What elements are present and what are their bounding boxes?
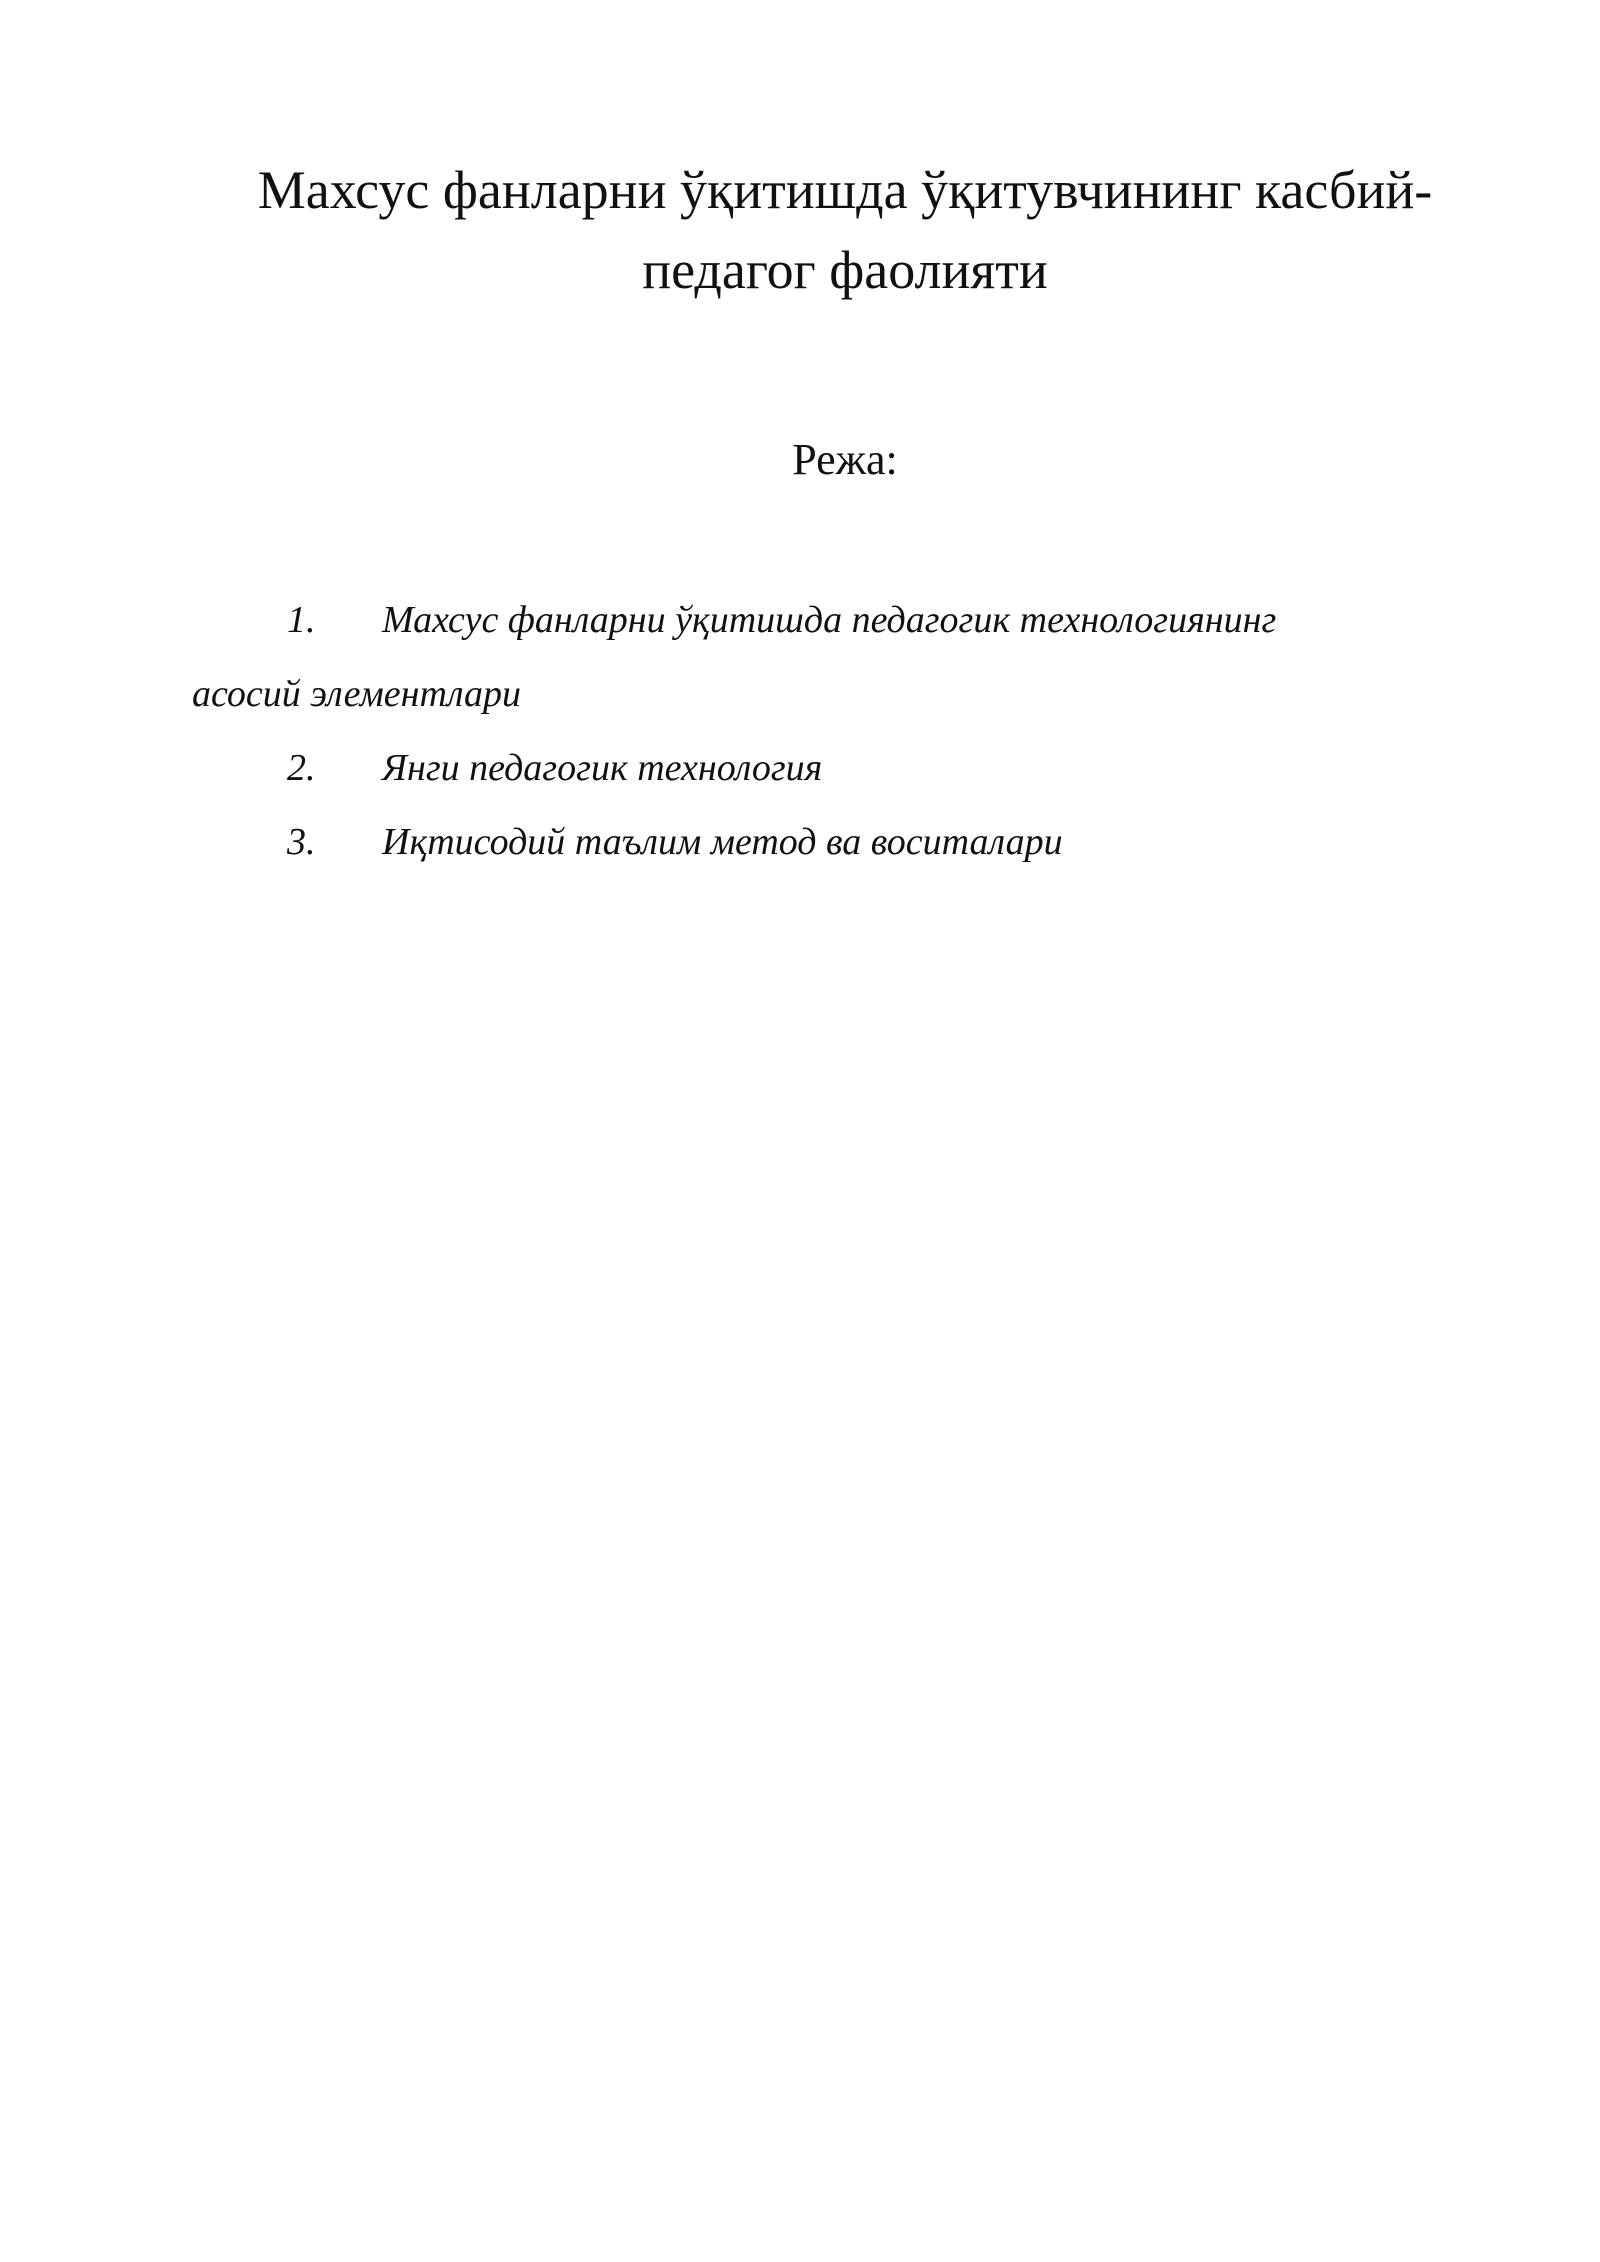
document-title-line-1: Махсус фанларни ўқитишда ўқитувчининг касбий- bbox=[257, 160, 1433, 220]
plan-item-2 bbox=[192, 731, 1512, 805]
plan-item-text: Иқтисодий таълим метод ва воситалари bbox=[382, 821, 1063, 863]
document-title-line-2: педагог фаолияти bbox=[642, 240, 1048, 300]
plan-item-1 bbox=[192, 583, 1512, 731]
plan-item-text: Янги педагогик технология bbox=[382, 747, 823, 789]
plan-item-number: 2. bbox=[287, 747, 316, 789]
plan-item-number: 1. bbox=[287, 599, 316, 641]
plan-heading: Режа: bbox=[792, 435, 898, 484]
plan-item-3 bbox=[192, 805, 1512, 879]
plan-list bbox=[192, 583, 1512, 879]
plan-item-number: 3. bbox=[287, 821, 316, 863]
plan-item-text-line-2: асосий элементлари bbox=[192, 673, 521, 715]
plan-item-text-line-1: Махсус фанларни ўқитишда педагогик технологиянинг bbox=[382, 599, 1277, 641]
document-title bbox=[150, 150, 1540, 310]
